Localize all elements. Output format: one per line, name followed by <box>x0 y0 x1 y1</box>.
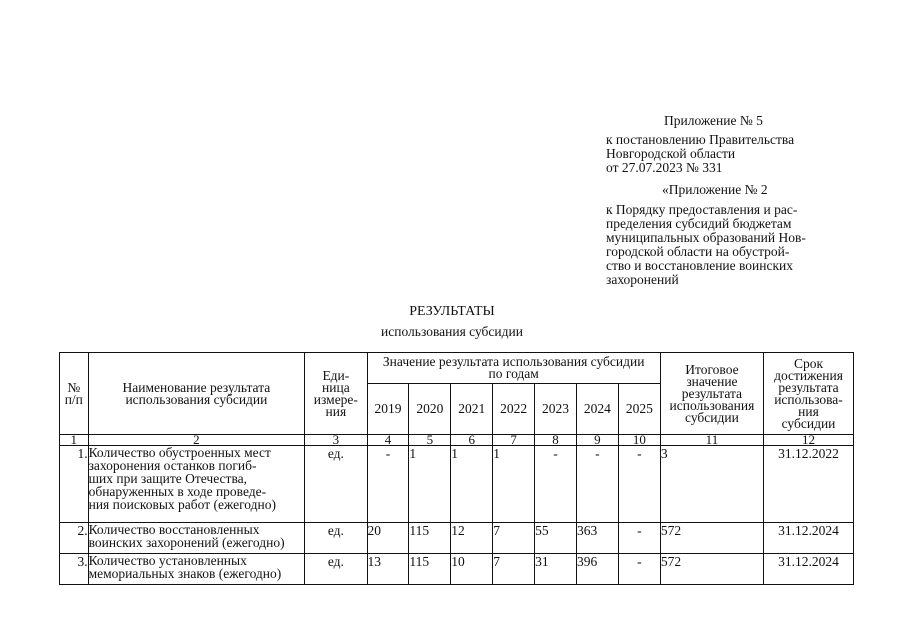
row-name-line: обнаруженных в ходе проведе- <box>88 484 267 499</box>
header-year: 2019 <box>367 384 409 435</box>
row-value: 1 <box>493 446 535 523</box>
header-year: 2020 <box>409 384 451 435</box>
row-value: 31 <box>535 554 577 585</box>
row-deadline: 31.12.2024 <box>764 554 854 585</box>
annex2-line: захоронений <box>606 272 679 287</box>
row-value: - <box>535 446 577 523</box>
column-number: 3 <box>305 435 367 446</box>
row-value: - <box>618 523 660 554</box>
row-value: 7 <box>493 554 535 585</box>
row-total: 572 <box>660 554 763 585</box>
row-deadline: 31.12.2024 <box>764 523 854 554</box>
results-table <box>59 352 854 585</box>
header-text: использова- <box>774 391 843 407</box>
annex2-basis <box>606 203 836 287</box>
header-text: Срок <box>793 355 824 371</box>
header-text: по годам <box>488 366 539 381</box>
header-text: результата <box>778 379 839 395</box>
annex-basis <box>606 133 794 175</box>
row-value: 12 <box>451 523 493 554</box>
header-unit <box>305 353 367 435</box>
annex-line: Новгородской области <box>606 146 736 161</box>
column-number: 6 <box>451 435 493 446</box>
header-year: 2022 <box>493 384 535 435</box>
row-value: 363 <box>576 523 618 554</box>
header-text: использования <box>669 397 755 413</box>
column-number: 10 <box>618 435 660 446</box>
annex2-line: к Порядку предоставления и рас- <box>606 202 798 217</box>
header-text: субсидии <box>685 409 739 425</box>
row-value: 1 <box>451 446 493 523</box>
row-name-line: Количество установленных <box>88 553 247 568</box>
row-value: 20 <box>367 523 409 554</box>
table-row <box>60 446 854 523</box>
annex-line: от 27.07.2023 № 331 <box>606 160 723 175</box>
row-name-line: воинских захоронений (ежегодно) <box>88 535 285 550</box>
row-value: 10 <box>451 554 493 585</box>
table-row <box>60 523 854 554</box>
annex2-line: пределения субсидий бюджетам <box>606 216 792 231</box>
column-number: 4 <box>367 435 409 446</box>
table-row <box>60 554 854 585</box>
annex2-line: ство и восстановление воинских <box>606 258 794 273</box>
header-text: Значение результата использования субсидии <box>382 354 645 369</box>
annex-line: к постановлению Правительства <box>606 132 795 147</box>
row-index: 2. <box>60 523 89 554</box>
row-value: 13 <box>367 554 409 585</box>
row-name <box>88 523 305 554</box>
header-idx <box>60 353 89 435</box>
row-unit: ед. <box>305 523 367 554</box>
annex2-line: муниципальных образований Нов- <box>606 230 806 245</box>
header-year: 2024 <box>576 384 618 435</box>
row-value: - <box>367 446 409 523</box>
row-value: 7 <box>493 523 535 554</box>
row-total: 572 <box>660 523 763 554</box>
row-name-line: Количество восстановленных <box>88 522 260 537</box>
column-numbers-row <box>60 435 854 446</box>
header-year: 2021 <box>451 384 493 435</box>
row-value: 55 <box>535 523 577 554</box>
row-name-line: Количество обустроенных мест <box>88 445 271 460</box>
row-value: 115 <box>409 523 451 554</box>
row-index: 1. <box>60 446 89 523</box>
header-deadline <box>764 353 854 435</box>
column-number: 12 <box>764 435 854 446</box>
column-number: 2 <box>88 435 305 446</box>
header-text: ния <box>325 403 347 419</box>
column-number: 7 <box>493 435 535 446</box>
column-number: 8 <box>535 435 577 446</box>
row-value: 1 <box>409 446 451 523</box>
header-total <box>660 353 763 435</box>
header-text: № <box>67 379 81 395</box>
annex-title: Приложение № 5 <box>664 113 763 128</box>
document-title: РЕЗУЛЬТАТЫ <box>409 304 495 319</box>
header-values-group <box>367 353 660 384</box>
header-year: 2025 <box>618 384 660 435</box>
header-text: достижения <box>774 367 843 383</box>
header-text: ница <box>322 379 350 395</box>
row-index: 3. <box>60 554 89 585</box>
row-name <box>88 446 305 523</box>
document-subtitle: использования субсидии <box>381 324 523 339</box>
annex2-title: «Приложение № 2 <box>662 182 768 197</box>
header-name <box>88 353 305 435</box>
column-number: 11 <box>660 435 763 446</box>
row-deadline: 31.12.2022 <box>764 446 854 523</box>
row-name <box>88 554 305 585</box>
header-text: измере- <box>313 391 358 407</box>
header-text: результата <box>681 385 743 401</box>
header-text: Еди- <box>322 367 350 383</box>
row-name-line: ния поисковых работ (ежегодно) <box>88 497 276 512</box>
column-number: 5 <box>409 435 451 446</box>
row-unit: ед. <box>305 554 367 585</box>
header-text: Наименование результата <box>122 379 271 395</box>
annex2-line: городской области на обустрой- <box>606 244 790 259</box>
header-text: субсидии <box>781 415 836 431</box>
row-name-line: ших при защите Отечества, <box>88 471 248 486</box>
row-unit: ед. <box>305 446 367 523</box>
row-value: - <box>576 446 618 523</box>
header-text: Итоговое <box>685 361 739 377</box>
column-number: 1 <box>60 435 89 446</box>
row-name-line: мемориальных знаков (ежегодно) <box>88 566 282 581</box>
header-year: 2023 <box>535 384 577 435</box>
header-text: использования субсидии <box>125 391 268 407</box>
row-value: - <box>618 554 660 585</box>
row-value: 396 <box>576 554 618 585</box>
row-value: - <box>618 446 660 523</box>
row-value: 115 <box>409 554 451 585</box>
row-name-line: захоронения останков погиб- <box>88 458 257 473</box>
header-text: значение <box>686 373 738 389</box>
column-number: 9 <box>576 435 618 446</box>
header-text: ния <box>798 403 819 419</box>
header-text: п/п <box>64 391 83 407</box>
row-total: 3 <box>660 446 763 523</box>
